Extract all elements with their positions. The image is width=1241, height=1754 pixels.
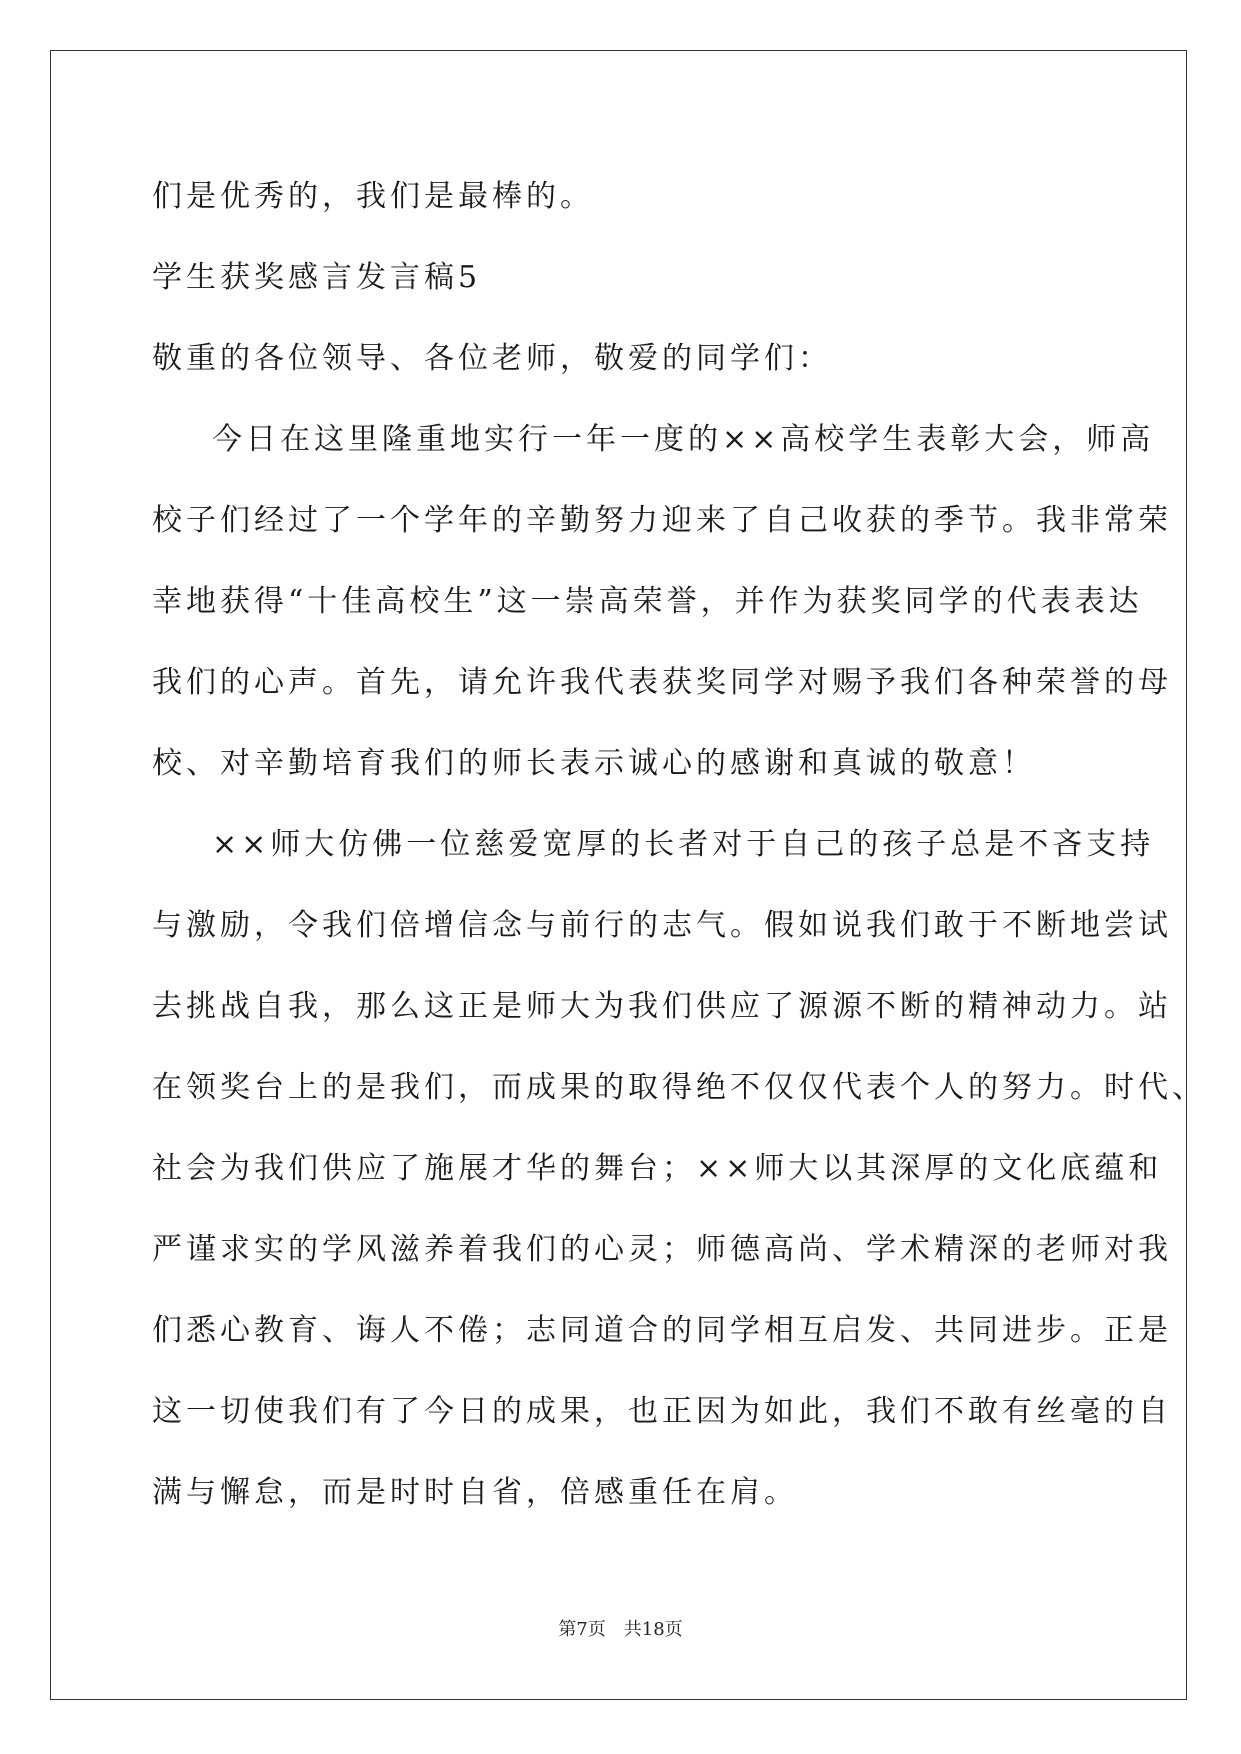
document-body <box>152 161 1206 1538</box>
page-total: 共18页 <box>623 1619 683 1640</box>
text-line: 校子们经过了一个学年的辛勤努力迎来了自己收获的季节。我非常荣 <box>152 503 1172 538</box>
text-line: 与激励，令我们倍增信念与前行的志气。假如说我们敢于不断地尝试 <box>152 908 1172 943</box>
page-footer <box>0 1618 1241 1642</box>
text-line: 校、对辛勤培育我们的师长表示诚心的感谢和真诚的敬意！ <box>152 746 1036 781</box>
page-number: 第7页 <box>558 1619 606 1640</box>
section-heading: 学生获奖感言发言稿5 <box>152 260 482 295</box>
text-line: 这一切使我们有了今日的成果，也正因为如此，我们不敢有丝毫的自 <box>152 1394 1172 1429</box>
text-line: 去挑战自我，那么这正是师大为我们供应了源源不断的精神动力。站 <box>152 989 1172 1024</box>
text-line: 敬重的各位领导、各位老师，敬爱的同学们： <box>152 341 832 376</box>
text-line: 我们的心声。首先，请允许我代表获奖同学对赐予我们各种荣誉的母 <box>152 665 1172 700</box>
text-line: 们悉心教育、诲人不倦；志同道合的同学相互启发、共同进步。正是 <box>152 1313 1172 1348</box>
text-line: 社会为我们供应了施展才华的舞台；××师大以其深厚的文化底蕴和 <box>152 1151 1163 1186</box>
text-line: 们是优秀的，我们是最棒的。 <box>152 179 594 214</box>
text-line: ××师大仿佛一位慈爱宽厚的长者对于自己的孩子总是不吝支持 <box>212 827 1155 862</box>
text-line: 严谨求实的学风滋养着我们的心灵；师德高尚、学术精深的老师对我 <box>152 1232 1172 1267</box>
text-line: 今日在这里隆重地实行一年一度的××高校学生表彰大会，师高 <box>212 422 1155 457</box>
text-line: 幸地获得“十佳高校生”这一崇高荣誉，并作为获奖同学的代表表达 <box>152 584 1143 619</box>
text-line: 在领奖台上的是我们，而成果的取得绝不仅仅代表个人的努力。时代、 <box>152 1070 1206 1105</box>
text-line: 满与懈怠，而是时时自省，倍感重任在肩。 <box>152 1475 798 1510</box>
